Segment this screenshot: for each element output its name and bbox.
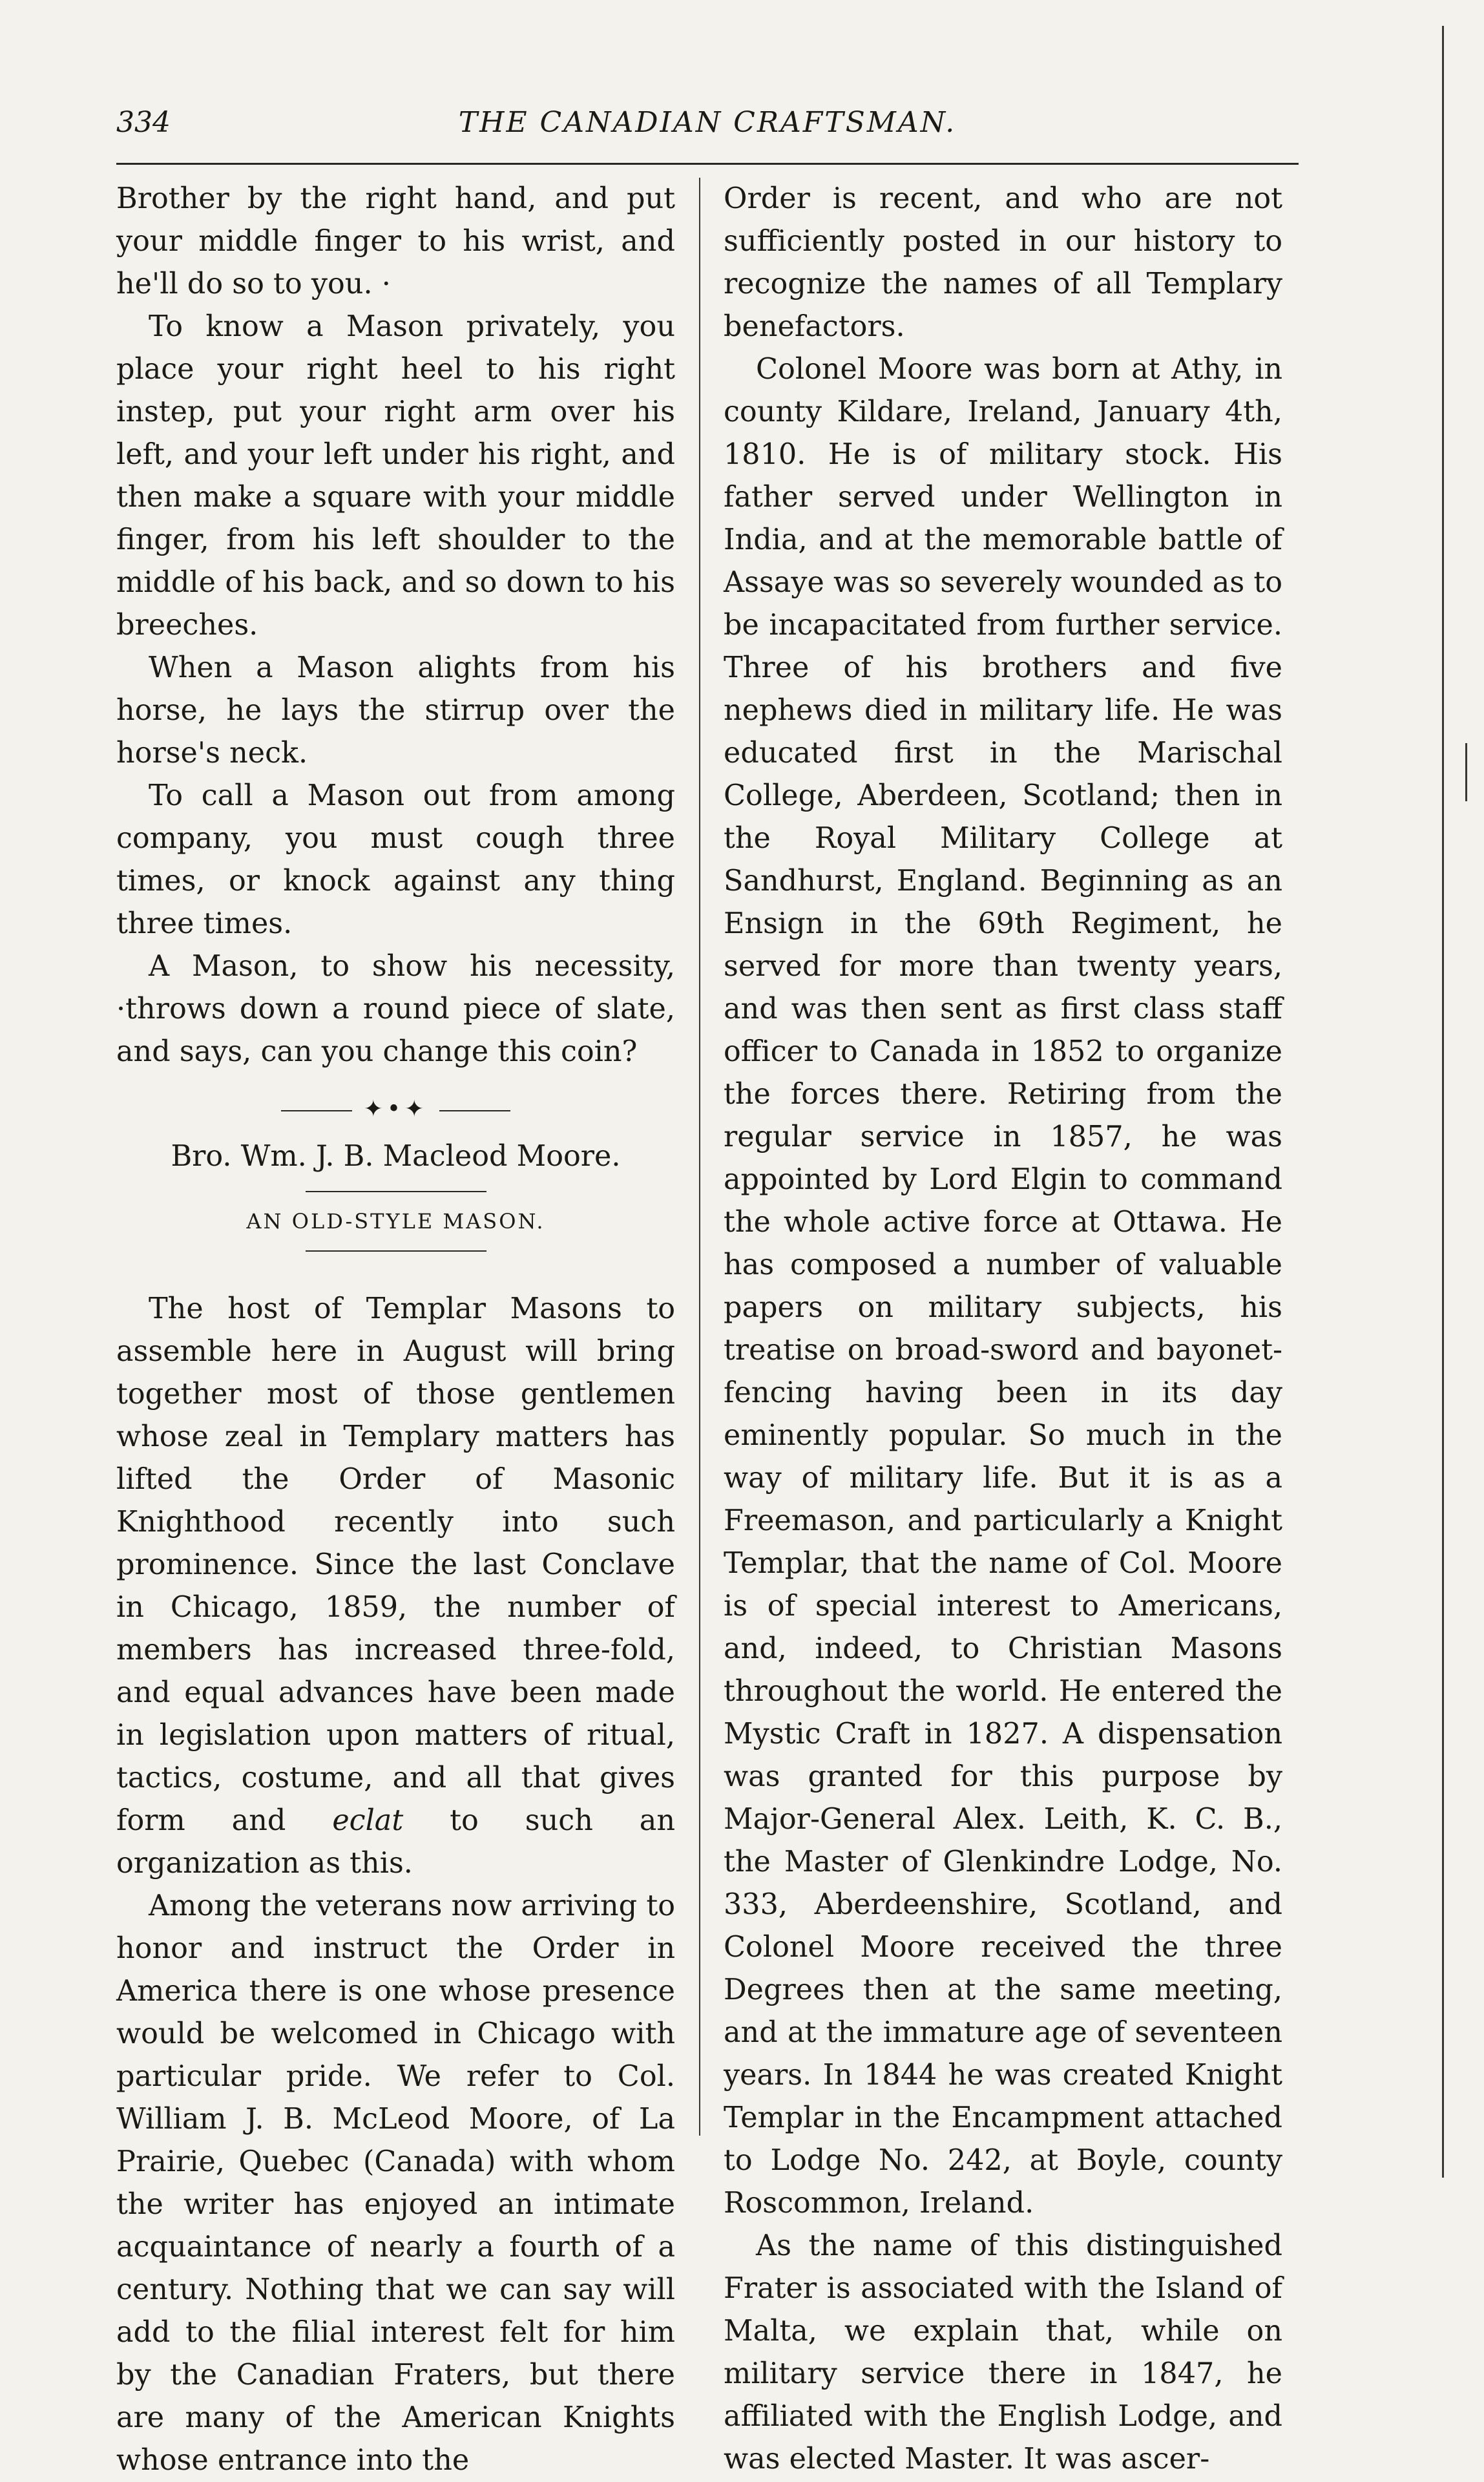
paragraph-text-tail: to such an organization as this. — [116, 1804, 675, 1880]
paragraph: Colonel Moore was born at Athy, in county Kildare, Ireland, January 4th, 1810. He is of military stock. His father served under Wellington in India, and at the memorable battle of Assaye was so severely wounded as to be incapacitated from further service. Three of his brothers and five nephews died in military life. He was educated first in the Marischal College, Aberdeen, Scotland; then in the Royal Military College at Sandhurst, England. Beginning as an Ensign in the 69th Regiment, he served for more than twenty years, and was then sent as first class staff officer to Canada in 1852 to organize the forces there. Retiring from the regular service in 1857, he was appointed by Lord Elgin to command the whole active force at Ottawa. He has composed a number of valuable papers on military subjects, his treatise on broad-sword and bayonet-fencing having been in its day eminently popular. So much in the way of military life. But it is as a Freemason, and particularly a Knight Templar, that the name of Col. Moore is of special interest to Americans, and, indeed, to Christian Masons throughout the world. He entered the Mystic Craft in 1827. A dispensation was granted for this purpose by Major-General Alex. Leith, K. C. B., the Master of Glenkindre Lodge, No. 333, Aberdeenshire, Scotland, and Colonel Moore received the three Degrees then at the same meeting, and at the immature age of seventeen years. In 1844 he was created Knight Templar in the Encampment attached to Lodge No. 242, at Boyle, county Roscommon, Ireland. — [724, 353, 1282, 2220]
title-rule — [306, 1191, 486, 1192]
paragraph-text: The host of Templar Masons to assemble here in August will bring together most of those gentlemen whose zeal in Templary matters has lifted the Order of Masonic Knighthood recently into such prominence. Since the last Conclave in Chicago, 1859, the number of members has increased three-fold, and equal advances have been made in legislation upon matters of ritual, tactics, costume, and all that gives form and — [116, 1292, 675, 1837]
paragraph: A Mason, to show his necessity, ·throws down a round piece of slate, and says, can you change this coin? — [116, 950, 675, 1068]
left-column — [116, 178, 675, 2482]
paragraph: When a Mason alights from his horse, he lays the stirrup over the horse's neck. — [116, 651, 675, 770]
running-title: THE CANADIAN CRAFTSMAN. — [458, 106, 957, 139]
paragraph: As the name of this distinguished Frater is associated with the Island of Malta, we explain that, while on military service there in 1847, he affiliated with the English Lodge, and was elected Master. It was ascer- — [724, 2229, 1282, 2476]
article-title: Bro. Wm. J. B. Macleod Moore. — [171, 1140, 621, 1173]
ornament-rule-right — [439, 1110, 510, 1111]
paragraph — [116, 1288, 675, 1885]
page — [116, 97, 1299, 2477]
ornament-glyph: ✦•✦ — [363, 1096, 428, 1122]
margin-rule — [1442, 26, 1444, 2178]
spacer — [116, 1265, 675, 1288]
header-rule — [116, 163, 1299, 165]
paragraph: Order is recent, and who are not sufficiently posted in our history to recognize the names of all Templary benefactors. — [724, 182, 1282, 343]
section-ornament — [116, 1097, 675, 1122]
paragraph: Among the veterans now arriving to honor and instruct the Order in America there is one whose presence would be welcomed in Chicago with particular pride. We refer to Col. William J. B. McLeod Moore, of La Prairie, Quebec (Canada) with whom the writer has enjoyed an intimate acquaintance of nearly a fourth of a century. Nothing that we can say will add to the filial interest felt for him by the Canadian Fraters, but there are many of the American Knights whose entrance into the — [116, 1889, 675, 2477]
page-number: 334 — [116, 106, 171, 139]
ornament-rule-left — [281, 1110, 352, 1111]
page-header — [116, 97, 1299, 149]
subtitle-rule — [306, 1250, 486, 1252]
right-column — [724, 178, 1282, 2481]
column-divider — [699, 178, 700, 2136]
article-subtitle: AN OLD-STYLE MASON. — [246, 1209, 545, 1234]
paragraph: To know a Mason privately, you place your right heel to his right instep, put your right arm over his left, and your left under his right, and then make a square with your middle finger, from his left shoulder to the middle of his back, and so down to his breeches. — [116, 310, 675, 642]
margin-rule — [1465, 743, 1467, 801]
emphasis-text: eclat — [332, 1804, 404, 1837]
paragraph: Brother by the right hand, and put your middle finger to his wrist, and he'll do so to you. · — [116, 182, 675, 300]
paragraph: To call a Mason out from among company, you must cough three times, or knock against any thing three times. — [116, 779, 675, 940]
